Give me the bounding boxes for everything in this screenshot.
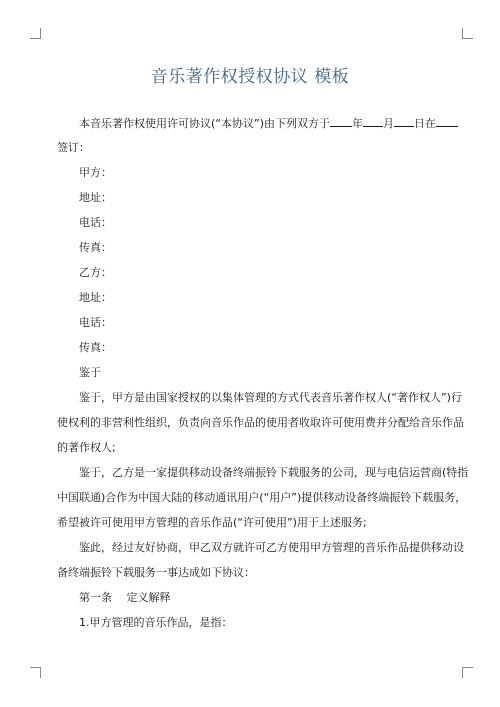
article-1-heading: 第一条 定义解释: [79, 591, 171, 604]
clause-1-1: 1.甲方管理的音乐作品，是指：: [79, 616, 233, 629]
party-a-address-label: 地址：: [79, 191, 112, 204]
whereas-heading: 鉴于: [79, 366, 101, 379]
intro-text: 本音乐著作权使用许可协议(“本协议”)由下列双方于: [79, 117, 330, 130]
crop-mark-bottom-left: [30, 667, 41, 678]
party-b-address-label: 地址：: [79, 291, 112, 304]
document-title: 音乐著作权授权协议 模板: [150, 67, 350, 87]
party-b-fax-label: 传真：: [79, 341, 112, 354]
document-body: [57, 114, 469, 639]
whereas-3-line-2: 备终端振铃下载服务一事达成如下协议：: [57, 566, 255, 579]
year-blank[interactable]: [330, 114, 352, 127]
day-blank[interactable]: [394, 114, 414, 127]
whereas-1-line-3: 的著作权人;: [57, 441, 116, 454]
year-label: 年: [351, 117, 363, 130]
crop-mark-top-left: [30, 28, 41, 39]
party-a-phone-label: 电话：: [79, 216, 112, 229]
whereas-2-line-2: 中国联通)合作为中国大陆的移动通讯用户(“用户”)提供移动设备终端振铃下载服务，: [57, 491, 467, 504]
whereas-2-line-3: 希望被许可使用甲方管理的音乐作品(“许可使用”)用于上述服务;: [57, 516, 367, 529]
party-b-phone-label: 电话：: [79, 316, 112, 329]
month-label: 月: [382, 117, 394, 130]
party-b-name-label: 乙方：: [79, 266, 112, 279]
place-blank[interactable]: [436, 114, 458, 127]
crop-mark-bottom-right: [462, 667, 473, 678]
day-label: 日在: [413, 117, 436, 130]
whereas-1-line-2: 使权利的非营利性组织，负责向音乐作品的使用者收取许可使用费并分配给音乐作品: [57, 416, 464, 429]
whereas-1-line-1: 鉴于，甲方是由国家授权的以集体管理的方式代表音乐著作权人(“著作权人”)行: [79, 391, 462, 404]
whereas-3-line-1: 鉴此，经过友好协商，甲乙双方就许可乙方使用甲方管理的音乐作品提供移动设: [79, 541, 464, 554]
whereas-2-line-1: 鉴于，乙方是一家提供移动设备终端振铃下载服务的公司，现与电信运营商(特指: [79, 466, 469, 479]
month-blank[interactable]: [363, 114, 383, 127]
party-a-name-label: 甲方：: [79, 166, 112, 179]
party-a-fax-label: 传真：: [79, 241, 112, 254]
crop-mark-top-right: [462, 28, 473, 39]
intro-line: [57, 114, 435, 139]
intro-continuation: 签订：: [57, 141, 90, 154]
